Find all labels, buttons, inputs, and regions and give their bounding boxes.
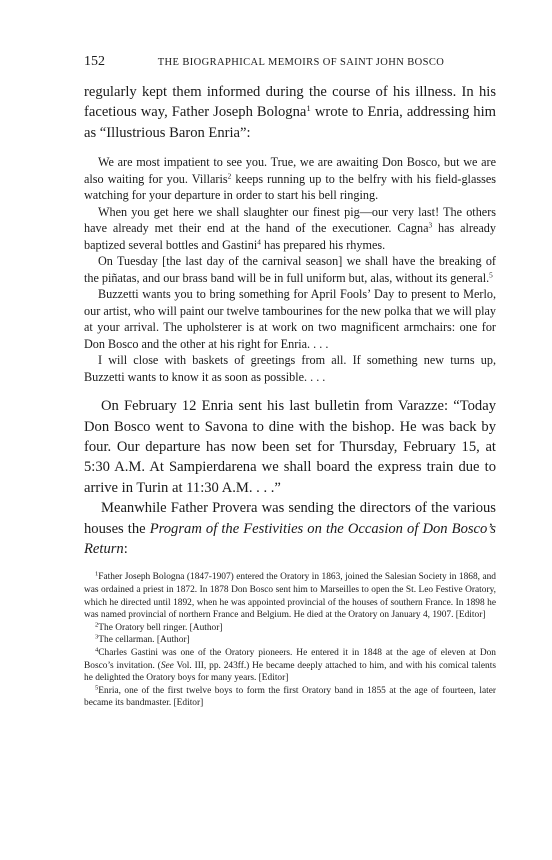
letter-paragraph-5: I will close with baskets of greetings from all. If something new turns up, Buzzetti wants to know it as soon as possible. . . .: [84, 353, 496, 384]
letter-quote: [84, 154, 496, 385]
footnote-text: Father Joseph Bologna (1847-1907) entered the Oratory in 1863, joined the Salesian Society in 1868, and was ordained a priest in 1872. In 1878 Don Bosco sent him to Marseilles to open the St. Leo Festive Oratory, which he directed until 1892, when he was appointed provincial of the houses of southern France. In 1898 he was named provincial of northern France and Belgium. He died at the Oratory on January 4, 1907. [Editor]: [84, 572, 496, 621]
footnote-4: [84, 647, 496, 685]
footnote-text: Vol. III, pp. 243ff.) He became deeply attached to him, and with his comical talents he delighted the Oratory boys for many years. [Editor]: [84, 660, 497, 684]
body-paragraph-1: On February 12 Enria sent his last bulletin from Varazze: “Today Don Bosco went to Savona to dine with the bishop. He was back by four. Our departure has now been set for Thursday, February 15, at 5:30 A.M. At Sampierdarena we shall board the express train due to arrive in Turin at 11:30 A.M. . . .”: [84, 398, 496, 496]
program-title: Program of the Festivities on the Occasion of Don Bosco’s Return: [84, 520, 496, 558]
letter-text: has prepared his rhymes.: [260, 237, 386, 252]
letter-text: We are most impatient to see you. True, we are awaiting Don Bosco, but we are also waiting for you. Villaris: [84, 155, 496, 186]
footnote-mark: 5: [95, 684, 99, 692]
footnote-text: Charles Gastini was one of the Oratory pioneers. He entered it in 1848 at the age of eleven at Don Bosco’s invitation. (: [84, 648, 496, 671]
footnote-5: [84, 685, 496, 710]
footnote-ref-2[interactable]: 2: [227, 171, 232, 181]
intro-paragraph: [84, 82, 496, 143]
footnote-1: [84, 571, 496, 621]
footnote-ref-4[interactable]: 4: [257, 237, 261, 247]
footnote-text: Enria, one of the first twelve boys to form the first Oratory band in 1855 at the age of fourteen, later became its bandmaster. [Editor]: [84, 685, 496, 709]
letter-text: keeps running up to the belfry with his field-glasses watching for your departure in order to start his bell ringing.: [84, 171, 496, 203]
footnote-text: The cellarman. [Author]: [98, 635, 190, 646]
footnote-ref-1[interactable]: 1: [306, 103, 311, 114]
footnote-mark: 3: [95, 634, 99, 642]
footnote-2: [84, 622, 496, 635]
footnote-ref-3[interactable]: 3: [428, 220, 433, 230]
body-text: Meanwhile Father Provera was sending the directors of the various houses the: [84, 500, 496, 537]
footnote-mark: 4: [95, 646, 99, 654]
intro-text-a: regularly kept them informed during the course of his illness. In his facetious way, Father Joseph Bologna: [84, 84, 496, 121]
letter-text: When you get here we shall slaughter our finest pig—our very last! The others have already met their end at the hand of the executioner. Cagna: [84, 204, 496, 236]
running-head: THE BIOGRAPHICAL MEMOIRS OF SAINT JOHN BOSCO: [157, 57, 445, 68]
page-header: [84, 54, 496, 74]
body-text: :: [123, 541, 128, 558]
page: [84, 54, 496, 710]
letter-text: has already baptized several bottles and Gastini: [84, 221, 496, 252]
letter-paragraph-1: [84, 154, 496, 204]
footnote-mark: 2: [95, 621, 99, 629]
intro-text-b: wrote to Enria, addressing him as “Illustrious Baron Enria”:: [84, 104, 496, 141]
footnote-see: See: [160, 660, 174, 671]
letter-paragraph-2: [84, 204, 496, 254]
footnotes: [84, 571, 496, 710]
letter-paragraph-3: [84, 253, 496, 286]
footnote-mark: 1: [95, 571, 99, 579]
body-paragraph-2: [84, 498, 496, 559]
letter-text: On Tuesday [the last day of the carnival season] we shall have the breaking of the piñatas, and our brass band will be in full uniform but, alas, without its general.: [84, 254, 496, 285]
page-number: 152: [84, 54, 105, 69]
footnote-3: [84, 634, 496, 647]
letter-paragraph-4: Buzzetti wants you to bring something for April Fools’ Day to present to Merlo, our artist, who will paint our twelve tambourines for the new polka that we will play at your arrival. The upholsterer is at work on two magnificent armchairs: one for Don Bosco and the other at his right for Enria. . . .: [84, 287, 496, 351]
footnote-text: The Oratory bell ringer. [Author]: [98, 622, 223, 633]
footnote-ref-5[interactable]: 5: [489, 270, 493, 280]
